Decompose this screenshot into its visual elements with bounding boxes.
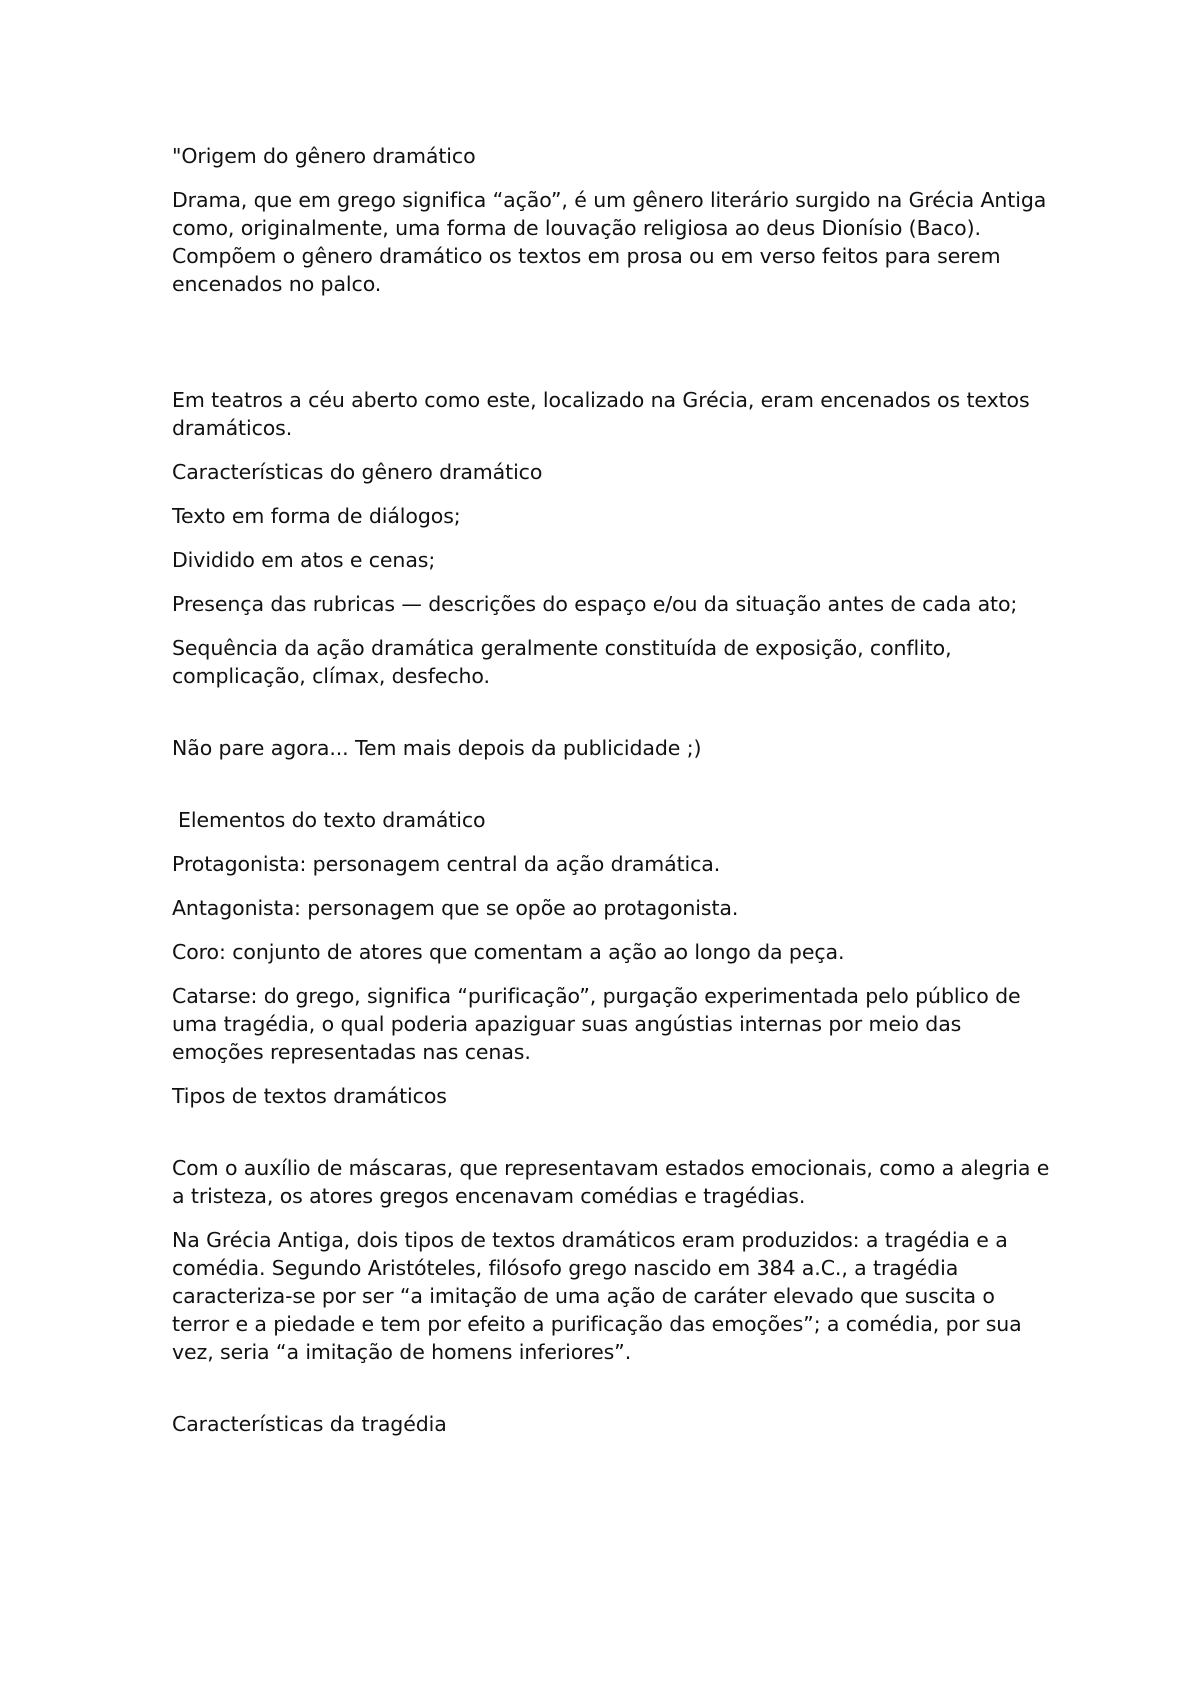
section-heading-elementos: Elementos do texto dramático xyxy=(178,808,486,832)
section-heading-origem: "Origem do gênero dramático xyxy=(172,144,476,168)
list-item-dialogos: Texto em forma de diálogos; xyxy=(172,504,461,528)
section-heading-tipos: Tipos de textos dramáticos xyxy=(172,1084,447,1108)
paragraph-publicidade: Não pare agora... Tem mais depois da publicidade ;) xyxy=(172,736,702,760)
list-item-rubricas: Presença das rubricas — descrições do espaço e/ou da situação antes de cada ato; xyxy=(172,592,1018,616)
paragraph-teatros: Em teatros a céu aberto como este, localizado na Grécia, eram encenados os textos dramáticos. xyxy=(172,388,1030,440)
list-item-catarse: Catarse: do grego, significa “purificação”, purgação experimentada pelo público de uma tragédia, o qual poderia apaziguar suas angústias internas por meio das emoções representadas nas cenas. xyxy=(172,984,1021,1064)
list-item-antagonista: Antagonista: personagem que se opõe ao protagonista. xyxy=(172,896,739,920)
section-heading-caracteristicas-genero: Características do gênero dramático xyxy=(172,460,543,484)
section-heading-caracteristicas-tragedia: Características da tragédia xyxy=(172,1412,447,1436)
list-item-atos-cenas: Dividido em atos e cenas; xyxy=(172,548,436,572)
paragraph-tragedia-comedia: Na Grécia Antiga, dois tipos de textos dramáticos eram produzidos: a tragédia e a comédia. Segundo Aristóteles, filósofo grego nascido em 384 a.C., a tragédia caracteriza-se por ser “a imitação de uma ação de caráter elevado que suscita o terror e a piedade e tem por efeito a purificação das emoções”; a comédia, por sua vez, seria “a imitação de homens inferiores”. xyxy=(172,1228,1022,1364)
paragraph-mascaras: Com o auxílio de máscaras, que representavam estados emocionais, como a alegria e a tristeza, os atores gregos encenavam comédias e tragédias. xyxy=(172,1156,1050,1208)
list-item-coro: Coro: conjunto de atores que comentam a ação ao longo da peça. xyxy=(172,940,845,964)
list-item-sequencia: Sequência da ação dramática geralmente constituída de exposição, conflito, complicação, clímax, desfecho. xyxy=(172,636,952,688)
document-body xyxy=(172,142,1052,1454)
list-item-protagonista: Protagonista: personagem central da ação dramática. xyxy=(172,852,721,876)
paragraph-drama-definicao: Drama, que em grego significa “ação”, é um gênero literário surgido na Grécia Antiga como, originalmente, uma forma de louvação religiosa ao deus Dionísio (Baco). Compõem o gênero dramático os textos em prosa ou em verso feitos para serem encenados no palco. xyxy=(172,188,1047,296)
